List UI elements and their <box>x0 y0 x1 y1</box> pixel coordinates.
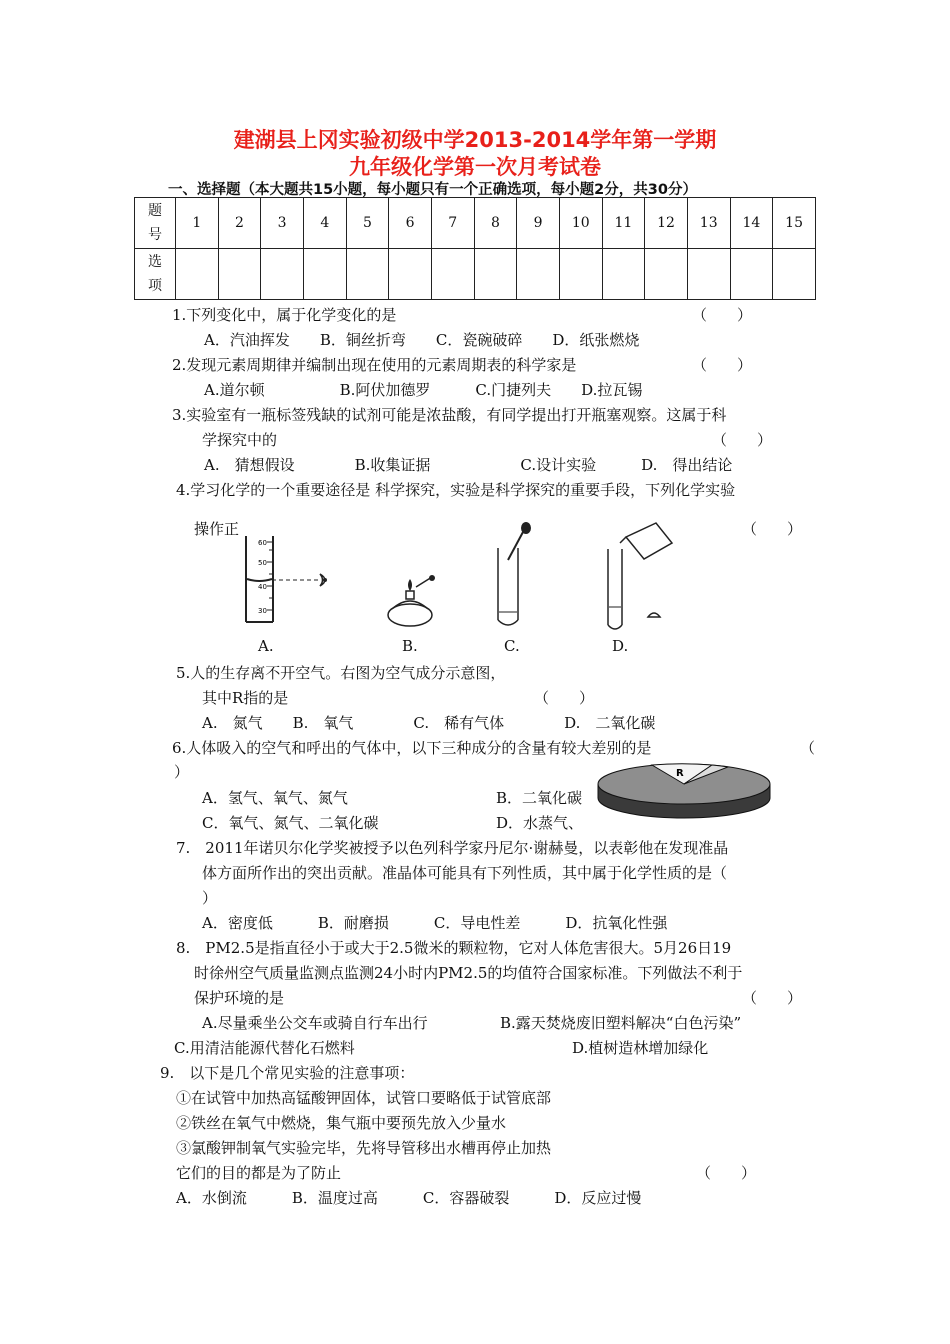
answer-cell[interactable] <box>687 249 730 300</box>
exam-title-line1: 建湖县上冈实验初级中学2013-2014学年第一学期 <box>233 128 717 152</box>
q2-stem: 2.发现元素周期律并编制出现在使用的元素周期表的科学家是 <box>172 356 577 374</box>
q3-stem-line1: 3.实验室有一瓶标签残缺的试剂可能是浓盐酸，有同学提出打开瓶塞观察。这属于科 <box>172 406 727 424</box>
q3-options: A. 猜想假设 B.收集证据 C.设计实验 D. 得出结论 <box>204 456 733 474</box>
q7-line1: 7. 2011年诺贝尔化学奖被授予以色列科学家丹尼尔·谢赫曼，以表彰他在发现准晶 <box>176 839 729 857</box>
q9-item1: ①在试管中加热高锰酸钾固体，试管口要略低于试管底部 <box>176 1089 552 1107</box>
answer-cell[interactable] <box>346 249 389 300</box>
question-number-cell: 5 <box>346 198 389 249</box>
q3-stem-line2: 学探究中的 <box>202 431 278 449</box>
q4-stem-line2: 操作正 <box>194 520 240 538</box>
answer-cell[interactable] <box>730 249 773 300</box>
answer-cell[interactable] <box>218 249 261 300</box>
q7-line2: 体方面所作出的突出贡献。准晶体可能具有下列性质，其中属于化学性质的是（ <box>202 864 728 882</box>
q6-stem: 6.人体吸入的空气和呼出的气体中，以下三种成分的含量有较大差别的是 <box>172 739 652 757</box>
q4-answer-paren: （ ） <box>742 520 803 538</box>
answer-cell[interactable] <box>645 249 688 300</box>
section-heading: 一、选择题（本大题共15小题，每小题只有一个正确选项，每小题2分，共30分） <box>168 182 697 198</box>
answer-cell[interactable] <box>773 249 816 300</box>
q9-answer-paren: （ ） <box>696 1164 757 1182</box>
cylinder-tick-60: 60 <box>258 539 267 547</box>
q4-stem-line1: 4.学习化学的一个重要途径是 科学探究，实验是科学探究的重要手段，下列化学实验 <box>176 481 736 499</box>
q6-option-b: B．二氧化碳 <box>496 789 583 807</box>
answer-cell[interactable] <box>261 249 304 300</box>
cylinder-tick-40: 40 <box>258 583 267 591</box>
q6-option-a: A．氢气、氧气、氮气 <box>202 789 348 807</box>
q7-line3: ） <box>202 889 218 907</box>
air-composition-pie-figure <box>594 760 774 822</box>
q9-item3: ③氯酸钾制氧气实验完毕，先将导管移出水槽再停止加热 <box>176 1139 552 1157</box>
q9-item2: ②铁丝在氧气中燃烧，集气瓶中要预先放入少量水 <box>176 1114 507 1132</box>
q6-paren-close: ） <box>174 763 190 781</box>
table-header-number: 题 号 <box>135 198 176 249</box>
q8-option-b: B.露天焚烧废旧塑料解决“白色污染” <box>500 1014 742 1032</box>
answer-cell[interactable] <box>602 249 645 300</box>
q9-options: A．水倒流 B．温度过高 C．容器破裂 D．反应过慢 <box>176 1189 642 1207</box>
q6-option-d: D．水蒸气、 <box>496 814 584 832</box>
question-number-cell: 9 <box>517 198 560 249</box>
q1-options: A．汽油挥发 B．铜丝折弯 C．瓷碗破碎 D．纸张燃烧 <box>204 331 640 349</box>
q8-answer-paren: （ ） <box>742 989 803 1007</box>
pie-label-r: R <box>676 768 684 779</box>
question-number-cell: 3 <box>261 198 304 249</box>
q8-option-c: C.用清洁能源代替化石燃料 <box>174 1039 355 1057</box>
q8-option-a: A.尽量乘坐公交车或骑自行车出行 <box>202 1014 428 1032</box>
q3-answer-paren: （ ） <box>712 431 773 449</box>
q1-answer-paren: （ ） <box>692 306 753 324</box>
q2-options: A.道尔顿 B.阿伏加德罗 C.门捷列夫 D.拉瓦锡 <box>204 381 643 399</box>
pouring-liquid-figure <box>596 515 686 635</box>
question-number-cell: 8 <box>474 198 517 249</box>
q4-label-c: C. <box>504 637 520 655</box>
question-number-cell: 10 <box>559 198 602 249</box>
exam-title-line2: 九年级化学第一次月考试卷 <box>349 155 601 179</box>
answer-cell[interactable] <box>431 249 474 300</box>
question-number-cell: 12 <box>645 198 688 249</box>
question-number-cell: 14 <box>730 198 773 249</box>
q1-stem: 1.下列变化中，属于化学变化的是 <box>172 306 397 324</box>
q6-option-c: C．氧气、氮气、二氧化碳 <box>202 814 379 832</box>
question-number-cell: 13 <box>687 198 730 249</box>
q4-label-a: A. <box>258 637 274 655</box>
q2-answer-paren: （ ） <box>692 356 753 374</box>
answer-cell[interactable] <box>176 249 219 300</box>
question-number-cell: 7 <box>431 198 474 249</box>
answer-table <box>134 197 816 300</box>
question-number-cell: 4 <box>303 198 346 249</box>
answer-cell[interactable] <box>303 249 346 300</box>
dropper-test-tube-figure <box>488 520 538 630</box>
q5-stem-line1: 5.人的生存离不开空气。右图为空气成分示意图， <box>176 664 506 682</box>
question-number-cell: 6 <box>389 198 432 249</box>
q8-line2: 时徐州空气质量监测点监测24小时内PM2.5的均值符合国家标准。下列做法不利于 <box>194 964 743 982</box>
cylinder-tick-30: 30 <box>258 607 267 615</box>
q4-label-b: B. <box>402 637 418 655</box>
q9-tail: 它们的目的都是为了防止 <box>176 1164 342 1182</box>
cylinder-tick-50: 50 <box>258 559 267 567</box>
question-number-cell: 11 <box>602 198 645 249</box>
q5-answer-paren: （ ） <box>534 689 595 707</box>
answer-cell[interactable] <box>474 249 517 300</box>
graduated-cylinder-figure <box>228 530 348 630</box>
q4-label-d: D. <box>612 637 629 655</box>
q8-option-d: D.植树造林增加绿化 <box>572 1039 709 1057</box>
q7-options: A．密度低 B．耐磨损 C．导电性差 D．抗氧化性强 <box>202 914 668 932</box>
answer-cell[interactable] <box>517 249 560 300</box>
answer-cell[interactable] <box>389 249 432 300</box>
question-number-cell: 15 <box>773 198 816 249</box>
q8-line1: 8. PM2.5是指直径小于或大于2.5微米的颗粒物，它对人体危害很大。5月26日19 <box>176 939 732 957</box>
alcohol-lamp-figure <box>378 575 448 630</box>
q8-line3: 保护环境的是 <box>194 989 285 1007</box>
table-header-option: 选 项 <box>135 249 176 300</box>
answer-cell[interactable] <box>559 249 602 300</box>
question-number-cell: 1 <box>176 198 219 249</box>
q9-stem: 9. 以下是几个常见实验的注意事项： <box>160 1064 415 1082</box>
q5-options: A. 氮气 B. 氧气 C. 稀有气体 D. 二氧化碳 <box>202 714 656 732</box>
question-number-cell: 2 <box>218 198 261 249</box>
q5-stem-line2: 其中R指的是 <box>202 689 289 707</box>
q6-paren-open: （ <box>800 739 816 757</box>
